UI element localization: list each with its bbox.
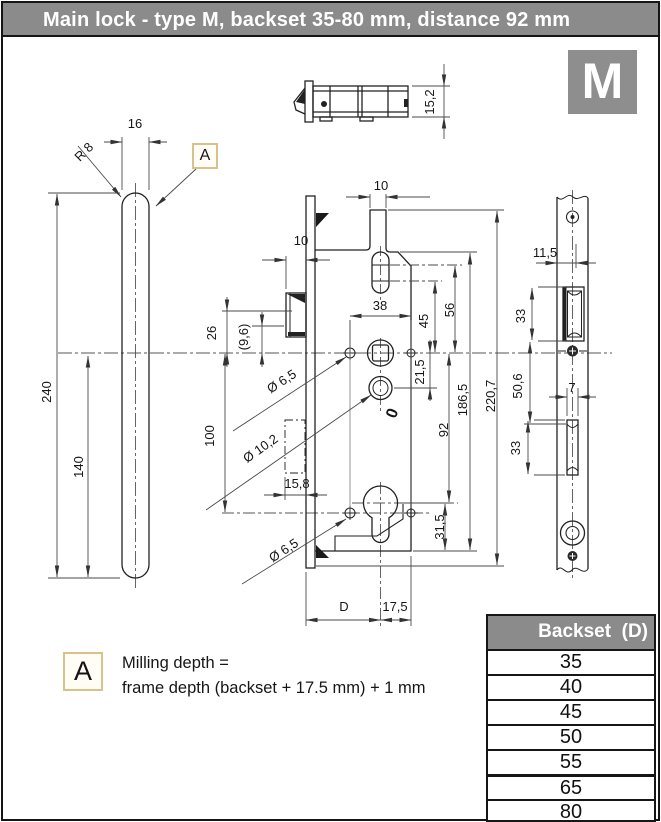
note-marker-a-label: A <box>73 656 92 686</box>
dim-backset: D <box>339 599 349 614</box>
dim-latch-projection: 10 <box>293 233 309 248</box>
dim-fp-bolt-height: 33 <box>508 440 523 456</box>
dim-plate-center: 140 <box>71 456 86 478</box>
dim-case-height: 186,5 <box>455 383 470 417</box>
mortise-hole-hidden <box>285 420 305 473</box>
dim-plate-width: 16 <box>127 116 143 131</box>
dim-slot-upper: 56 <box>442 302 457 318</box>
dim-plate-radius: R 8 <box>71 139 97 165</box>
dim-cyl-to-bottom: 31,5 <box>432 514 447 540</box>
dim-ref-width: (9,6) <box>236 323 251 351</box>
milling-note-line2: frame depth (backset + 17.5 mm) + 1 mm <box>122 679 426 697</box>
backset-row: 35 <box>488 649 654 674</box>
dim-axis-to-hole: 21,5 <box>412 359 427 385</box>
dim-hole-dia-upper: Ø 6,5 <box>264 366 299 397</box>
dim-total-height: 220,7 <box>483 379 498 413</box>
lock-case-outline <box>315 210 411 551</box>
backset-row: 65 <box>488 774 654 799</box>
detail-marker-a-label: A <box>199 147 211 164</box>
backset-table <box>486 614 656 822</box>
latch-flange <box>305 81 313 122</box>
dim-hole-dia-mid: Ø 10,2 <box>240 430 281 466</box>
milling-note <box>122 651 426 701</box>
milling-note-line1: Milling depth = <box>122 654 229 672</box>
note-marker-a <box>63 652 103 691</box>
datum-zero-mark: 0 <box>383 406 403 421</box>
dim-slot-lower: 45 <box>416 313 431 329</box>
dim-latch-to-axis: 26 <box>204 325 219 341</box>
dim-hole-spacing: 38 <box>372 298 388 313</box>
dim-fp-width: 11,5 <box>532 245 558 260</box>
bevel-mark-top <box>316 213 329 227</box>
detail-marker-a <box>192 143 218 169</box>
dim-hole-dia-lower: Ø 6,5 <box>266 535 301 566</box>
dim-lock-distance: 92 <box>436 422 451 438</box>
backset-row: 55 <box>488 749 654 774</box>
backset-table-header: Backset (D) <box>488 616 654 649</box>
dim-axis-spacing: 100 <box>202 425 217 447</box>
dim-latch-height: 15,2 <box>422 89 437 115</box>
backset-row: 45 <box>488 699 654 724</box>
dim-fp-latch-height: 33 <box>513 308 528 324</box>
dim-tab-width: 10 <box>373 178 389 193</box>
dimension-lines <box>48 64 596 626</box>
backset-row: 40 <box>488 674 654 699</box>
backset-row: 80 <box>488 799 654 822</box>
lock-body-view <box>285 196 418 568</box>
latch-side-view <box>294 81 408 122</box>
dim-hole-offset: 15,8 <box>284 476 310 491</box>
dim-plate-length: 240 <box>39 381 54 403</box>
dimension-labels <box>39 89 576 614</box>
dim-fp-slot-width: 7 <box>568 380 576 395</box>
dim-cyl-offset: 17,5 <box>382 599 408 614</box>
backset-row: 50 <box>488 724 654 749</box>
page-title: Main lock - type M, backset 35-80 mm, distance 92 mm <box>43 9 571 31</box>
brand-logo-letter: M <box>581 53 624 109</box>
dim-fp-mid-span: 50,6 <box>510 373 525 399</box>
